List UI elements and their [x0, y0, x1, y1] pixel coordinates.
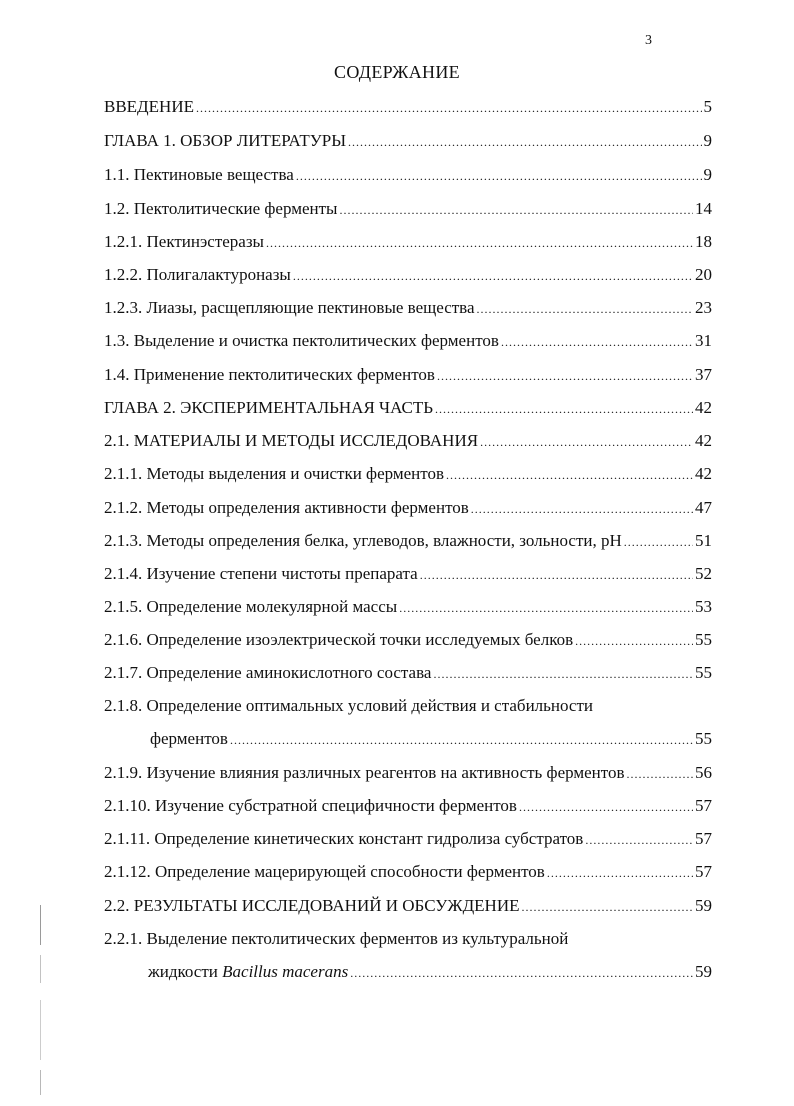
dot-leader: [626, 763, 693, 785]
dot-leader: [480, 431, 693, 453]
dot-leader: [348, 131, 701, 153]
toc-entry-page: 14: [695, 199, 712, 218]
toc-entry-page: 20: [695, 265, 712, 284]
toc-entry-page: 18: [695, 232, 712, 251]
dot-leader: [399, 597, 693, 619]
dot-leader: [339, 199, 693, 221]
toc-entry-page: 55: [695, 729, 712, 748]
toc-entry-title: 2.1.8. Определение оптимальных условий действия и стабильности: [104, 696, 593, 715]
dot-leader: [446, 464, 693, 486]
toc-entry-title: 2.1.5. Определение молекулярной массы: [104, 597, 398, 616]
toc-entry-title: 1.2.2. Полигалактуроназы: [104, 265, 291, 284]
toc-entry-page: 55: [695, 630, 712, 649]
toc-entry: [104, 861, 712, 884]
dot-leader: [437, 365, 693, 387]
dot-leader: [293, 265, 693, 287]
toc-entry-title: 1.2. Пектолитические ферменты: [104, 199, 338, 218]
dot-leader: [296, 165, 702, 187]
dot-leader: [477, 298, 693, 320]
dot-leader: [350, 962, 693, 984]
toc-entry-title: ГЛАВА 2. ЭКСПЕРИМЕНТАЛЬНАЯ ЧАСТЬ: [104, 398, 434, 417]
toc-entry-page: 56: [695, 763, 712, 782]
toc-entry: [104, 695, 712, 751]
toc-entry-page: 53: [695, 597, 712, 616]
toc-entry-page: 31: [695, 331, 712, 350]
dot-leader: [547, 862, 693, 884]
toc-entry-title: 1.2.3. Лиазы, расщепляющие пектиновые вещества: [104, 298, 475, 317]
toc-entry-title: 2.1.11. Определение кинетических констант гидролиза субстратов: [104, 829, 584, 848]
dot-leader: [501, 331, 693, 353]
toc-entry-title: 2.1. МАТЕРИАЛЫ И МЕТОДЫ ИССЛЕДОВАНИЯ: [104, 431, 479, 450]
dot-leader: [420, 564, 693, 586]
toc-entry-title: 2.1.4. Изучение степени чистоты препарата: [104, 564, 418, 583]
toc-entry-title: 1.3. Выделение и очистка пектолитических ферментов: [104, 331, 499, 350]
toc-entry-title: 2.1.6. Определение изоэлектрической точки исследуемых белков: [104, 630, 574, 649]
toc-entry-page: 9: [703, 165, 712, 184]
toc-entry-title: 1.2.1. Пектинэстеразы: [104, 232, 264, 251]
toc-entry: [104, 463, 712, 486]
toc-entry: [104, 164, 712, 187]
toc-entry-page: 59: [695, 896, 712, 915]
toc-entry-page: 52: [695, 564, 712, 583]
toc-entry-page: 55: [695, 663, 712, 682]
toc-entry-title: 2.1.2. Методы определения активности ферментов: [104, 498, 469, 517]
toc-entry-title: 2.2.1. Выделение пектолитических ферментов из культуральной: [104, 929, 569, 948]
toc-entry-page: 42: [695, 431, 712, 450]
toc-entry: [104, 364, 712, 387]
toc-entry-page: 42: [695, 464, 712, 483]
toc-entry-continuation: жидкости Bacillus macerans: [148, 962, 349, 981]
toc-entry: [104, 928, 712, 984]
toc-entry: [104, 662, 712, 685]
toc-entry-title: 1.1. Пектиновые вещества: [104, 165, 294, 184]
toc-entry-page: 42: [695, 398, 712, 417]
dot-leader: [519, 796, 693, 818]
page-number: 3: [645, 33, 652, 48]
toc-entry: [104, 563, 712, 586]
toc-entry: [104, 264, 712, 287]
dot-leader: [575, 630, 693, 652]
toc-entry: [104, 297, 712, 320]
toc-entry: [104, 430, 712, 453]
toc-entry: [104, 795, 712, 818]
toc-entry-title: 1.4. Применение пектолитических ферментов: [104, 365, 435, 384]
toc-entry-title: 2.2. РЕЗУЛЬТАТЫ ИССЛЕДОВАНИЙ И ОБСУЖДЕНИЕ: [104, 896, 520, 915]
scan-margin-mark: [40, 1070, 41, 1095]
toc-entry-page: 57: [695, 862, 712, 881]
toc-entry: [104, 762, 712, 785]
toc-entry-page: 51: [695, 531, 712, 550]
toc-entry-title: 2.1.7. Определение аминокислотного состава: [104, 663, 432, 682]
toc-entry-page: 37: [695, 365, 712, 384]
scan-margin-mark: [40, 955, 41, 983]
toc-entry-continuation: ферментов: [150, 729, 228, 748]
toc-entry-title: 2.1.3. Методы определения белка, углеводов, влажности, зольности, рН: [104, 531, 622, 550]
dot-leader: [266, 232, 693, 254]
toc-entry: [104, 330, 712, 353]
dot-leader: [435, 398, 693, 420]
toc-entry: [104, 130, 712, 153]
dot-leader: [196, 97, 702, 119]
toc-entry: [104, 828, 712, 851]
toc-entry-page: 23: [695, 298, 712, 317]
toc-entry-title: ВВЕДЕНИЕ: [104, 97, 194, 116]
page-title: СОДЕРЖАНИЕ: [334, 62, 460, 82]
toc-entry: [104, 895, 712, 918]
species-name: Bacillus macerans: [222, 962, 349, 981]
toc-entry-page: 57: [695, 796, 712, 815]
toc-entry-page: 9: [703, 131, 712, 150]
scan-margin-mark: [40, 1000, 41, 1060]
toc-entry-page: 57: [695, 829, 712, 848]
toc-entry: [104, 629, 712, 652]
dot-leader: [624, 531, 693, 553]
dot-leader: [585, 829, 693, 851]
dot-leader: [522, 896, 694, 918]
scan-margin-mark: [40, 905, 41, 945]
toc-entry: [104, 198, 712, 221]
toc-entry-title: 2.1.12. Определение мацерирующей способности ферментов: [104, 862, 545, 881]
toc-entry: [104, 497, 712, 520]
toc-entry: [104, 96, 712, 119]
toc-entry: [104, 530, 712, 553]
toc-entry-title: 2.1.10. Изучение субстратной специфичности ферментов: [104, 796, 517, 815]
toc-entry-title: ГЛАВА 1. ОБЗОР ЛИТЕРАТУРЫ: [104, 131, 347, 150]
dot-leader: [433, 663, 693, 685]
toc-entry-title: 2.1.1. Методы выделения и очистки ферментов: [104, 464, 444, 483]
dot-leader: [471, 498, 693, 520]
toc-entry-page: 5: [703, 97, 712, 116]
toc-entry: [104, 397, 712, 420]
toc-entry-page: 59: [695, 962, 712, 981]
toc-entry-page: 47: [695, 498, 712, 517]
toc-entry-title: 2.1.9. Изучение влияния различных реагентов на активность ферментов: [104, 763, 625, 782]
dot-leader: [230, 729, 693, 751]
toc-entry: [104, 231, 712, 254]
toc-entry: [104, 596, 712, 619]
